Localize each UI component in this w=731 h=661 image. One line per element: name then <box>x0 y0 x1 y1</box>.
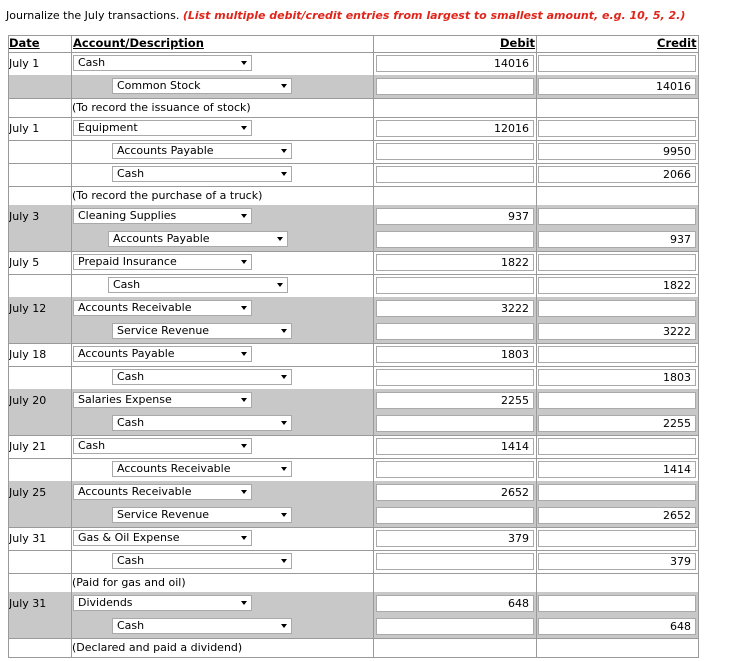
chevron-down-icon <box>281 172 287 176</box>
account-select[interactable] <box>73 595 252 611</box>
chevron-down-icon <box>281 329 287 333</box>
credit-input[interactable]: 14016 <box>538 78 696 95</box>
account-select[interactable] <box>112 618 292 634</box>
entry-date: July 25 <box>9 486 47 499</box>
credit-input[interactable]: 379 <box>538 553 696 570</box>
account-select-value: Accounts Payable <box>78 347 175 360</box>
account-select[interactable] <box>73 484 252 500</box>
account-select[interactable] <box>112 143 292 159</box>
debit-input[interactable]: 12016 <box>376 120 534 137</box>
entry-date: July 18 <box>9 348 47 361</box>
debit-input[interactable] <box>376 78 534 95</box>
account-select[interactable] <box>73 438 252 454</box>
entry-date: July 20 <box>9 394 47 407</box>
debit-input[interactable]: 648 <box>376 595 534 612</box>
column-divider <box>536 35 537 658</box>
debit-input[interactable] <box>376 415 534 432</box>
chevron-down-icon <box>241 126 247 130</box>
debit-input[interactable] <box>376 369 534 386</box>
account-select-value: Cash <box>78 56 106 69</box>
account-select[interactable] <box>112 369 292 385</box>
row-divider <box>8 435 698 436</box>
account-select-value: Cash <box>117 554 145 567</box>
instruction-note: (List multiple debit/credit entries from largest to smallest amount, e.g. 10, 5, 2.) <box>182 9 686 22</box>
debit-input[interactable] <box>376 143 534 160</box>
entry-description: (To record the purchase of a truck) <box>72 189 263 202</box>
header-account: Account/Description <box>73 36 204 50</box>
debit-input[interactable] <box>376 618 534 635</box>
account-select-value: Common Stock <box>117 79 201 92</box>
account-select-value: Service Revenue <box>117 508 210 521</box>
account-select[interactable] <box>73 120 252 136</box>
credit-input[interactable] <box>538 438 696 455</box>
chevron-down-icon <box>281 375 287 379</box>
account-select-value: Cash <box>117 167 145 180</box>
entry-description: (Declared and paid a dividend) <box>72 641 243 654</box>
column-divider <box>71 35 72 658</box>
account-select-value: Gas & Oil Expense <box>78 531 180 544</box>
debit-input[interactable]: 1414 <box>376 438 534 455</box>
account-select-value: Equipment <box>78 121 138 134</box>
credit-input[interactable] <box>538 346 696 363</box>
row-divider <box>8 343 698 344</box>
credit-input[interactable]: 2652 <box>538 507 696 524</box>
credit-input[interactable]: 648 <box>538 618 696 635</box>
account-select[interactable] <box>73 254 252 270</box>
account-select-value: Accounts Payable <box>113 232 210 245</box>
debit-input[interactable] <box>376 231 534 248</box>
account-select[interactable] <box>73 392 252 408</box>
credit-input[interactable]: 9950 <box>538 143 696 160</box>
credit-input[interactable]: 1414 <box>538 461 696 478</box>
account-select[interactable] <box>112 507 292 523</box>
debit-input[interactable] <box>376 323 534 340</box>
credit-input[interactable] <box>538 530 696 547</box>
credit-input[interactable]: 2066 <box>538 166 696 183</box>
entry-date: July 21 <box>9 440 47 453</box>
account-select[interactable] <box>112 415 292 431</box>
credit-input[interactable] <box>538 254 696 271</box>
account-select-value: Service Revenue <box>117 324 210 337</box>
account-select[interactable] <box>73 346 252 362</box>
row-divider <box>8 458 698 459</box>
chevron-down-icon <box>281 467 287 471</box>
account-select-value: Cleaning Supplies <box>78 209 177 222</box>
credit-input[interactable]: 3222 <box>538 323 696 340</box>
entry-date: July 31 <box>9 597 47 610</box>
credit-input[interactable]: 937 <box>538 231 696 248</box>
account-select-value: Accounts Receivable <box>117 462 231 475</box>
debit-input[interactable]: 14016 <box>376 55 534 72</box>
account-select-value: Cash <box>117 416 145 429</box>
row-divider <box>8 163 698 164</box>
debit-input[interactable] <box>376 553 534 570</box>
header-debit: Debit <box>500 36 536 50</box>
chevron-down-icon <box>277 283 283 287</box>
entry-date: July 12 <box>9 302 47 315</box>
debit-input[interactable]: 1803 <box>376 346 534 363</box>
debit-input[interactable] <box>376 461 534 478</box>
account-select-value: Cash <box>113 278 141 291</box>
credit-input[interactable] <box>538 55 696 72</box>
credit-input[interactable]: 1803 <box>538 369 696 386</box>
row-divider <box>8 657 698 658</box>
credit-input[interactable] <box>538 595 696 612</box>
entry-date: July 1 <box>9 122 40 135</box>
chevron-down-icon <box>241 61 247 65</box>
chevron-down-icon <box>241 214 247 218</box>
chevron-down-icon <box>241 260 247 264</box>
debit-input[interactable] <box>376 277 534 294</box>
account-select-value: Cash <box>117 370 145 383</box>
header-credit: Credit <box>657 36 697 50</box>
credit-input[interactable] <box>538 120 696 137</box>
entry-date: July 3 <box>9 210 40 223</box>
account-select-value: Cash <box>78 439 106 452</box>
account-select-value: Dividends <box>78 596 133 609</box>
account-select-value: Accounts Payable <box>117 144 214 157</box>
credit-input[interactable] <box>538 484 696 501</box>
row-divider <box>8 550 698 551</box>
debit-input[interactable] <box>376 166 534 183</box>
entry-date: July 1 <box>9 57 40 70</box>
account-select-value: Prepaid Insurance <box>78 255 177 268</box>
row-divider <box>8 366 698 367</box>
account-select[interactable] <box>112 323 292 339</box>
chevron-down-icon <box>241 601 247 605</box>
chevron-down-icon <box>241 352 247 356</box>
account-select[interactable] <box>112 78 292 94</box>
chevron-down-icon <box>281 84 287 88</box>
account-select-value: Accounts Receivable <box>78 485 192 498</box>
credit-input[interactable] <box>538 208 696 225</box>
entry-date: July 5 <box>9 256 40 269</box>
account-select[interactable] <box>73 208 252 224</box>
row-divider <box>8 35 698 36</box>
entry-date: July 31 <box>9 532 47 545</box>
row-divider <box>8 274 698 275</box>
column-divider <box>8 35 9 658</box>
row-divider <box>8 117 698 118</box>
account-select[interactable] <box>73 55 252 71</box>
chevron-down-icon <box>241 490 247 494</box>
debit-input[interactable]: 937 <box>376 208 534 225</box>
row-divider <box>8 251 698 252</box>
credit-input[interactable]: 2255 <box>538 415 696 432</box>
instructions <box>6 9 685 22</box>
credit-input[interactable]: 1822 <box>538 277 696 294</box>
instruction-text: Journalize the July transactions. <box>6 9 183 22</box>
chevron-down-icon <box>241 398 247 402</box>
account-select[interactable] <box>73 300 252 316</box>
account-select[interactable] <box>112 553 292 569</box>
account-select[interactable] <box>112 166 292 182</box>
chevron-down-icon <box>281 624 287 628</box>
debit-input[interactable]: 379 <box>376 530 534 547</box>
debit-input[interactable] <box>376 507 534 524</box>
column-divider <box>698 35 699 658</box>
account-select-value: Accounts Receivable <box>78 301 192 314</box>
row-divider <box>8 140 698 141</box>
chevron-down-icon <box>281 149 287 153</box>
column-divider <box>373 35 374 658</box>
chevron-down-icon <box>281 421 287 425</box>
credit-input[interactable] <box>538 392 696 409</box>
account-select[interactable] <box>112 461 292 477</box>
account-select[interactable] <box>108 231 288 247</box>
debit-input[interactable]: 1822 <box>376 254 534 271</box>
credit-input[interactable] <box>538 300 696 317</box>
entry-description: (To record the issuance of stock) <box>72 101 251 114</box>
debit-input[interactable]: 2255 <box>376 392 534 409</box>
chevron-down-icon <box>241 306 247 310</box>
account-select-value: Cash <box>117 619 145 632</box>
account-select-value: Salaries Expense <box>78 393 172 406</box>
entry-description: (Paid for gas and oil) <box>72 576 186 589</box>
chevron-down-icon <box>281 513 287 517</box>
row-divider <box>8 527 698 528</box>
chevron-down-icon <box>281 559 287 563</box>
account-select[interactable] <box>73 530 252 546</box>
header-date: Date <box>9 36 40 50</box>
chevron-down-icon <box>277 237 283 241</box>
chevron-down-icon <box>241 444 247 448</box>
debit-input[interactable]: 2652 <box>376 484 534 501</box>
row-divider <box>8 52 698 53</box>
debit-input[interactable]: 3222 <box>376 300 534 317</box>
chevron-down-icon <box>241 536 247 540</box>
account-select[interactable] <box>108 277 288 293</box>
